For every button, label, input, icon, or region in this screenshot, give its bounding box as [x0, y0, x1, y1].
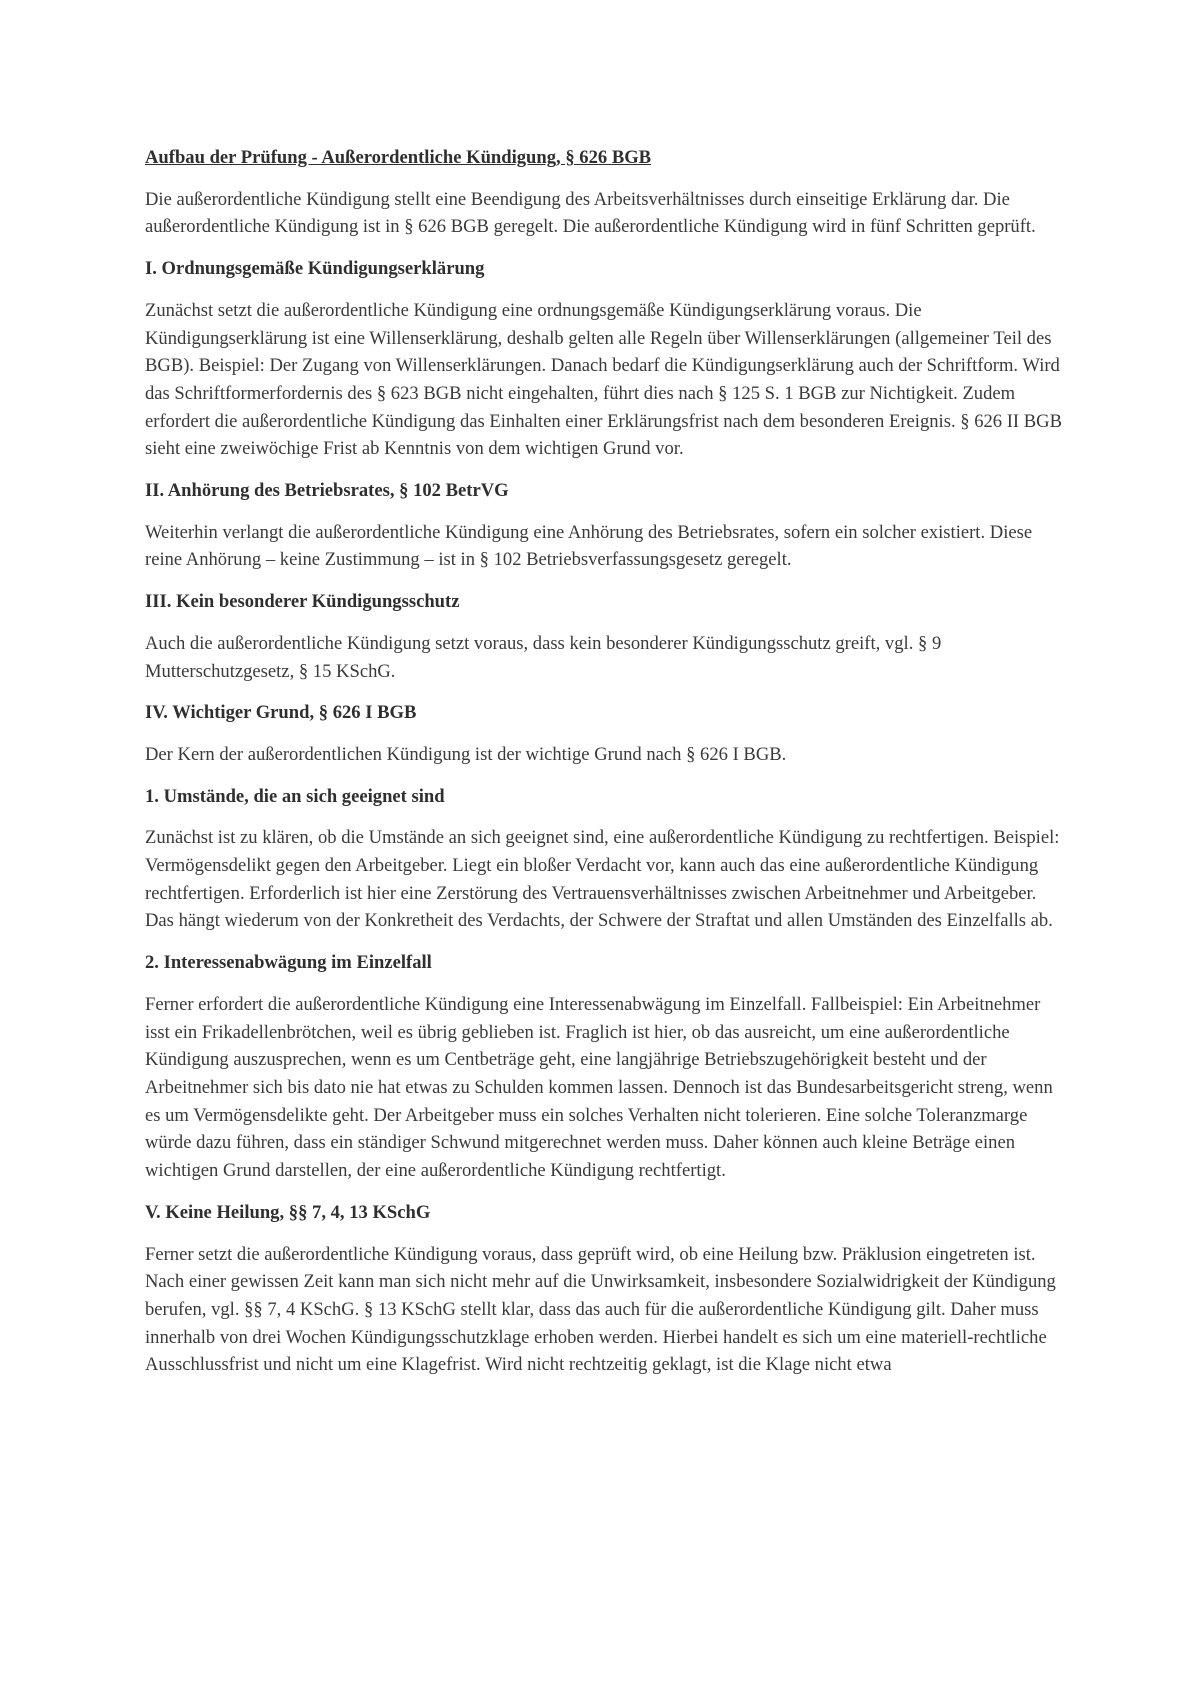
document-title: Aufbau der Prüfung - Außerordentliche Kündigung, § 626 BGB — [145, 147, 652, 168]
subsection-heading-interessenabwaegung: 2. Interessenabwägung im Einzelfall — [145, 952, 432, 974]
subsection-heading-umstaende: 1. Umstände, die an sich geeignet sind — [145, 785, 445, 807]
section-text-wichtiger-grund: Der Kern der außerordentlichen Kündigung ist der wichtige Grund nach § 626 I BGB. — [145, 743, 787, 765]
section-text-keine-heilung: Ferner setzt die außerordentliche Kündigung voraus, dass geprüft wird, ob eine Heilung bzw. Präklusion eingetreten ist. Nach einer gewissen Zeit kann man sich nicht mehr auf die Unwirksamkeit, insbesondere Sozialwidrigkeit der Kündigung berufen, vgl. §§ 7, 4 KSchG. § 13 KSchG stellt klar, dass das auch für die außerordentliche Kündigung gilt. Daher muss innerhalb von drei Wochen Kündigungsschutzklage erhoben werden. Hierbei handelt es sich um eine materiell-rechtliche Ausschlussfrist und nicht um eine Klagefrist. Wird nicht rechtzeitig geklagt, ist die Klage nicht etwa — [145, 1243, 1056, 1376]
section-text-ordnungsgemaesse-kuendigungserklaerung: Zunächst setzt die außerordentliche Kündigung eine ordnungsgemäße Kündigungserklärung voraus. Die Kündigungserklärung ist eine Willenserklärung, deshalb gelten alle Regeln über Willenserklärungen (allgemeiner Teil des BGB). Beispiel: Der Zugang von Willenserklärungen. Danach bedarf die Kündigungserklärung auch der Schriftform. Wird das Schriftformerfordernis des § 623 BGB nicht eingehalten, führt dies nach § 125 S. 1 BGB zur Nichtigkeit. Zudem erfordert die außerordentliche Kündigung das Einhalten einer Erklärungsfrist nach dem besonderen Ereignis. § 626 II BGB sieht eine zweiwöchige Frist ab Kenntnis von dem wichtigen Grund vor. — [145, 299, 1063, 460]
subsection-text-umstaende: Zunächst ist zu klären, ob die Umstände an sich geeignet sind, eine außerordentliche Kündigung zu rechtfertigen. Beispiel: Vermögensdelikt gegen den Arbeitgeber. Liegt ein bloßer Verdacht vor, kann auch das eine außerordentliche Kündigung rechtfertigen. Erforderlich ist hier eine Zerstörung des Vertrauensverhältnisses zwischen Arbeitnehmer und Arbeitgeber. Das hängt wiederum von der Konkretheit des Verdachts, der Schwere der Straftat und allen Umständen des Einzelfalls ab. — [145, 827, 1060, 932]
section-heading-kein-besonderer-kuendigungsschutz: III. Kein besonderer Kündigungsschutz — [145, 591, 460, 613]
section-heading-wichtiger-grund: IV. Wichtiger Grund, § 626 I BGB — [145, 702, 417, 724]
document-body — [145, 144, 1065, 1393]
subsection-text-interessenabwaegung: Ferner erfordert die außerordentliche Kündigung eine Interessenabwägung im Einzelfall. Fallbeispiel: Ein Arbeitnehmer isst ein Frikadellenbrötchen, weil es übrig geblieben ist. Fraglich ist hier, ob das ausreicht, um eine außerordentliche Kündigung auszusprechen, wenn es um Centbeträge geht, eine langjährige Betriebszugehörigkeit besteht und der Arbeitnehmer sich bis dato nie hat etwas zu Schulden kommen lassen. Dennoch ist das Bundesarbeitsgericht streng, wenn es um Vermögensdelikte geht. Der Arbeitgeber muss ein solches Verhalten nicht tolerieren. Eine solche Toleranzmarge würde dazu führen, dass ein ständiger Schwund mitgerechnet werden muss. Daher können auch kleine Beträge einen wichtigen Grund darstellen, der eine außerordentliche Kündigung rechtfertigt. — [145, 993, 1053, 1182]
intro-paragraph: Die außerordentliche Kündigung stellt eine Beendigung des Arbeitsverhältnisses durch einseitige Erklärung dar. Die außerordentliche Kündigung ist in § 626 BGB geregelt. Die außerordentliche Kündigung wird in fünf Schritten geprüft. — [145, 188, 1036, 238]
section-heading-anhoerung-betriebsrat: II. Anhörung des Betriebsrates, § 102 BetrVG — [145, 480, 509, 502]
section-heading-ordnungsgemaesse-kuendigungserklaerung: I. Ordnungsgemäße Kündigungserklärung — [145, 258, 485, 280]
section-heading-keine-heilung: V. Keine Heilung, §§ 7, 4, 13 KSchG — [145, 1201, 431, 1223]
section-text-kein-besonderer-kuendigungsschutz: Auch die außerordentliche Kündigung setzt voraus, dass kein besonderer Kündigungsschutz greift, vgl. § 9 Mutterschutzgesetz, § 15 KSchG. — [145, 632, 942, 682]
section-text-anhoerung-betriebsrat: Weiterhin verlangt die außerordentliche Kündigung eine Anhörung des Betriebsrates, sofern ein solcher existiert. Diese reine Anhörung – keine Zustimmung – ist in § 102 Betriebsverfassungsgesetz geregelt. — [145, 521, 1033, 571]
